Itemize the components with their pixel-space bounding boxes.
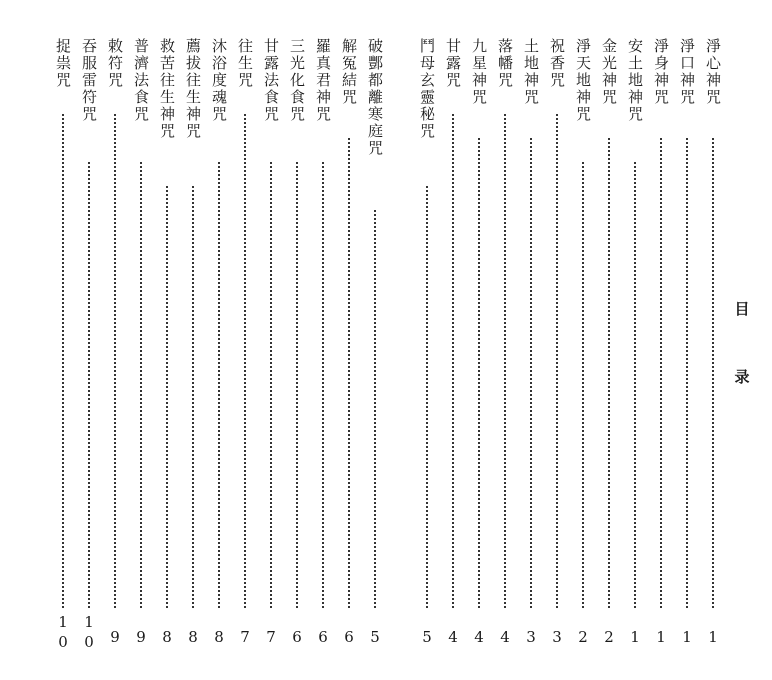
toc-entry-page-number: 6 — [314, 628, 332, 648]
toc-entry-title: 土地神咒 — [522, 38, 540, 106]
toc-entry-title: 安土地神咒 — [626, 38, 644, 123]
toc-entry-title: 往生咒 — [236, 38, 254, 89]
toc-entry-title: 淨心神咒 — [704, 38, 722, 106]
leader-dots — [270, 162, 272, 608]
toc-entry-title: 淨口神咒 — [678, 38, 696, 106]
toc-entry[interactable] — [442, 38, 464, 650]
leader-dots — [140, 162, 142, 608]
leader-dots — [712, 138, 714, 608]
toc-entry[interactable] — [416, 38, 438, 650]
toc-entry-page-number: 1 — [626, 628, 644, 648]
leader-dots — [218, 162, 220, 608]
toc-entry-page-number: 1 — [704, 628, 722, 648]
toc-entry-title: 三光化食咒 — [288, 38, 306, 123]
leader-dots — [478, 138, 480, 608]
toc-entry-page-number: 7 — [236, 628, 254, 648]
toc-entry-page-number: 5 — [366, 628, 384, 648]
toc-entry-title: 落幡咒 — [496, 38, 514, 89]
toc-entry-title: 救苦往生神咒 — [158, 38, 176, 140]
toc-entry-page-number: 4 — [496, 628, 514, 648]
toc-entry[interactable] — [520, 38, 542, 650]
toc-entry[interactable] — [156, 38, 178, 650]
toc-entry-page-number: 1 — [652, 628, 670, 648]
toc-entry[interactable] — [260, 38, 282, 650]
toc-entry-page-number: 8 — [184, 628, 202, 648]
toc-entry-page-number: 4 — [444, 628, 462, 648]
leader-dots — [608, 138, 610, 608]
toc-entry[interactable] — [650, 38, 672, 650]
leader-dots — [686, 138, 688, 608]
leader-dots — [88, 162, 90, 608]
leader-dots — [322, 162, 324, 608]
toc-entry-page-number: 3 — [522, 628, 540, 648]
leader-dots — [374, 210, 376, 608]
leader-dots — [426, 186, 428, 608]
toc-entry-title: 沐浴度魂咒 — [210, 38, 228, 123]
toc-entry-title: 破酆都離寒庭咒 — [366, 38, 384, 157]
toc-entry-page-number: 10 — [54, 613, 72, 653]
toc-entry-page-number: 5 — [418, 628, 436, 648]
toc-entry-title: 鬥母玄靈秘咒 — [418, 38, 436, 140]
toc-entry-title: 解冤結咒 — [340, 38, 358, 106]
toc-entry[interactable] — [52, 38, 74, 653]
toc-entry[interactable] — [286, 38, 308, 650]
toc-entry[interactable] — [208, 38, 230, 650]
leader-dots — [114, 114, 116, 608]
toc-entry-page-number: 9 — [106, 628, 124, 648]
toc-entry-title: 甘露法食咒 — [262, 38, 280, 123]
toc-entry[interactable] — [364, 38, 386, 650]
leader-dots — [452, 114, 454, 608]
toc-entry-title: 羅真君神咒 — [314, 38, 332, 123]
toc-entry[interactable] — [234, 38, 256, 650]
toc-entry-title: 薦拔往生神咒 — [184, 38, 202, 140]
toc-entry[interactable] — [572, 38, 594, 650]
toc-entry-title: 祝香咒 — [548, 38, 566, 89]
toc-entry[interactable] — [130, 38, 152, 650]
leader-dots — [166, 186, 168, 608]
toc-entry-page-number: 4 — [470, 628, 488, 648]
toc-entry[interactable] — [182, 38, 204, 650]
toc-entry-page-number: 8 — [210, 628, 228, 648]
toc-entry-title: 捉祟咒 — [54, 38, 72, 89]
toc-entry[interactable] — [78, 38, 100, 653]
toc-entry-page-number: 6 — [288, 628, 306, 648]
leader-dots — [296, 162, 298, 608]
toc-entry[interactable] — [494, 38, 516, 650]
toc-entry-title: 九星神咒 — [470, 38, 488, 106]
toc-entry-title: 淨天地神咒 — [574, 38, 592, 123]
toc-entry[interactable] — [598, 38, 620, 650]
toc-entry-page-number: 2 — [574, 628, 592, 648]
toc-entry[interactable] — [546, 38, 568, 650]
toc-entry-title: 淨身神咒 — [652, 38, 670, 106]
toc-entry-page-number: 9 — [132, 628, 150, 648]
toc-entry[interactable] — [104, 38, 126, 650]
toc-entry-page-number: 7 — [262, 628, 280, 648]
leader-dots — [582, 162, 584, 608]
leader-dots — [348, 138, 350, 608]
toc-entry[interactable] — [676, 38, 698, 650]
toc-entry-page-number: 6 — [340, 628, 358, 648]
toc-entry[interactable] — [312, 38, 334, 650]
toc-entry-title: 敕符咒 — [106, 38, 124, 89]
toc-entry[interactable] — [338, 38, 360, 650]
leader-dots — [660, 138, 662, 608]
leader-dots — [556, 114, 558, 608]
leader-dots — [244, 114, 246, 608]
toc-entry-page-number: 1 — [678, 628, 696, 648]
toc-entry[interactable] — [702, 38, 724, 650]
toc-entry-page-number: 3 — [548, 628, 566, 648]
leader-dots — [62, 114, 64, 608]
leader-dots — [530, 138, 532, 608]
toc-entry-title: 普濟法食咒 — [132, 38, 150, 123]
toc-entry-page-number: 8 — [158, 628, 176, 648]
toc-heading-char-1: 目 — [734, 300, 750, 318]
toc-entry-page-number: 2 — [600, 628, 618, 648]
leader-dots — [192, 186, 194, 608]
toc-entry[interactable] — [624, 38, 646, 650]
toc-heading-char-2: 录 — [734, 368, 750, 386]
toc-entry-title: 吞服雷符咒 — [80, 38, 98, 123]
leader-dots — [504, 114, 506, 608]
toc-entry-title: 金光神咒 — [600, 38, 618, 106]
toc-entry-page-number: 10 — [80, 613, 98, 653]
leader-dots — [634, 162, 636, 608]
toc-entry[interactable] — [468, 38, 490, 650]
toc-entry-title: 甘露咒 — [444, 38, 462, 89]
